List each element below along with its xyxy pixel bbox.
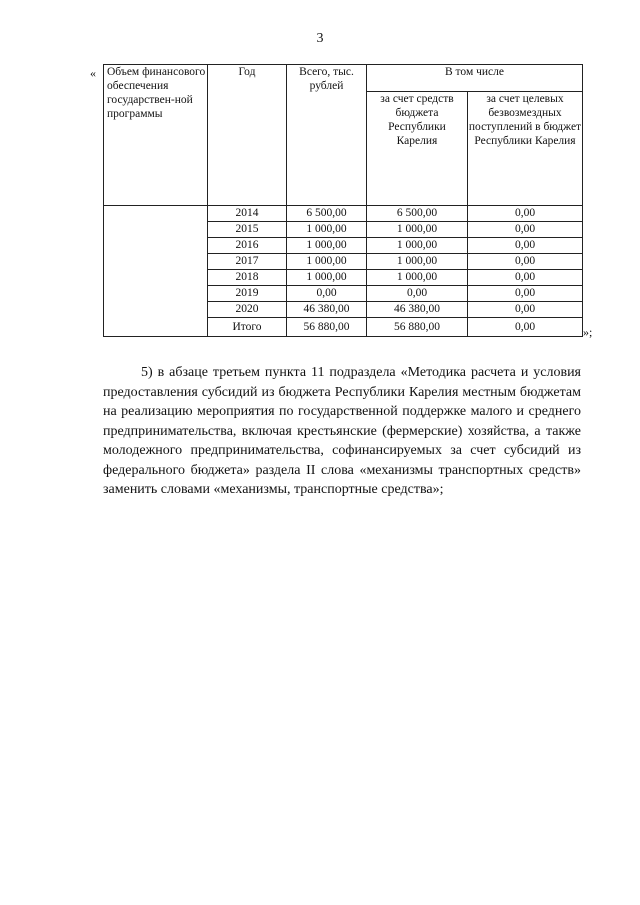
cell-grants: 0,00 (468, 318, 583, 337)
cell-budget: 1 000,00 (367, 222, 468, 238)
cell-year: Итого (208, 318, 287, 337)
closing-quote: »; (583, 325, 593, 339)
cell-year: 2014 (208, 206, 287, 222)
header-including: В том числе (367, 65, 583, 92)
cell-year: 2017 (208, 254, 287, 270)
cell-total: 46 380,00 (287, 302, 367, 318)
cell-budget: 1 000,00 (367, 270, 468, 286)
cell-total: 1 000,00 (287, 270, 367, 286)
financing-table (103, 64, 583, 337)
cell-total: 1 000,00 (287, 222, 367, 238)
table-row (104, 206, 583, 222)
cell-grants: 0,00 (468, 270, 583, 286)
cell-budget: 56 880,00 (367, 318, 468, 337)
cell-year: 2015 (208, 222, 287, 238)
header-year: Год (208, 65, 287, 206)
cell-total: 6 500,00 (287, 206, 367, 222)
cell-budget: 0,00 (367, 286, 468, 302)
header-total: Всего, тыс. рублей (287, 65, 367, 206)
cell-total: 56 880,00 (287, 318, 367, 337)
cell-budget: 1 000,00 (367, 238, 468, 254)
cell-year: 2019 (208, 286, 287, 302)
cell-budget: 6 500,00 (367, 206, 468, 222)
header-budget: за счет средств бюджета Республики Карелия (367, 92, 468, 206)
cell-budget: 46 380,00 (367, 302, 468, 318)
cell-grants: 0,00 (468, 286, 583, 302)
header-financing-label: Объем финансового обеспечения государствен-ной программы (104, 65, 208, 206)
cell-year: 2020 (208, 302, 287, 318)
cell-year: 2018 (208, 270, 287, 286)
label-spacer-cell (104, 206, 208, 337)
cell-grants: 0,00 (468, 302, 583, 318)
cell-budget: 1 000,00 (367, 254, 468, 270)
header-grants: за счет целевых безвозмездных поступлений в бюджет Республики Карелия (468, 92, 583, 206)
cell-grants: 0,00 (468, 222, 583, 238)
cell-total: 0,00 (287, 286, 367, 302)
cell-total: 1 000,00 (287, 238, 367, 254)
cell-grants: 0,00 (468, 206, 583, 222)
cell-grants: 0,00 (468, 254, 583, 270)
opening-quote: « (90, 66, 96, 80)
cell-year: 2016 (208, 238, 287, 254)
cell-grants: 0,00 (468, 238, 583, 254)
cell-total: 1 000,00 (287, 254, 367, 270)
page-number: 3 (316, 31, 324, 46)
amendment-paragraph: 5) в абзаце третьем пункта 11 подраздела «Методика расчета и условия предоставления субсидий из бюджета Республики Карелия местным бюджетам на реализацию мероприятия по государственной поддержке малого и среднего предпринимательства, включая крестьянские (фермерские) хозяйства, а также молодежного предпринимательства, софинансируемых за счет субсидий из федерального бюджета» раздела II слова «механизмы транспортных средств» заменить словами «механизмы, транспортные средства»; (103, 365, 581, 497)
